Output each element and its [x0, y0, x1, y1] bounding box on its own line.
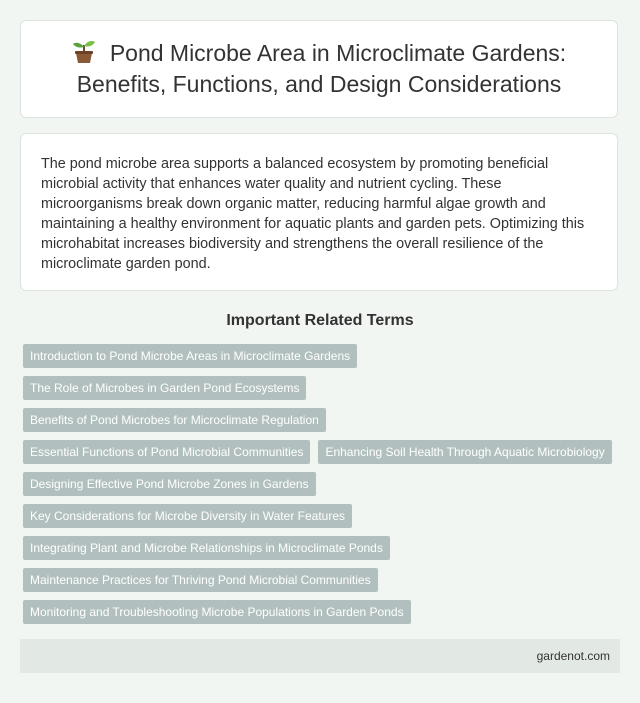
tag-row: [23, 376, 623, 400]
sprout-icon: [72, 38, 96, 64]
related-terms-heading: Important Related Terms: [226, 312, 414, 329]
related-term-tag[interactable]: Enhancing Soil Health Through Aquatic Microbiology: [318, 440, 611, 464]
related-term-tag[interactable]: The Role of Microbes in Garden Pond Ecosystems: [23, 376, 306, 400]
tag-row: [23, 344, 623, 368]
tag-row: [23, 408, 623, 432]
tag-row: [23, 504, 623, 528]
description-card: [20, 133, 618, 291]
related-term-tag[interactable]: Integrating Plant and Microbe Relationships in Microclimate Ponds: [23, 536, 390, 560]
page-title-text: Pond Microbe Area in Microclimate Gardens: Benefits, Functions, and Design Considerations: [76, 40, 567, 97]
footer-site-link[interactable]: gardenot.com: [536, 649, 610, 663]
related-term-tag[interactable]: Maintenance Practices for Thriving Pond Microbial Communities: [23, 568, 378, 592]
related-term-tag[interactable]: Key Considerations for Microbe Diversity in Water Features: [23, 504, 352, 528]
page-title: [21, 38, 617, 100]
description-text: The pond microbe area supports a balanced ecosystem by promoting beneficial microbial activity that enhances water quality and nutrient cycling. These microorganisms break down organic matter, reducing harmful algae growth and maintaining a healthy environment for aquatic plants and garden pets. Optimizing this microhabitat increases biodiversity and strengthens the overall resilience of the microclimate garden pond.: [41, 156, 585, 272]
tag-row: [23, 440, 623, 464]
related-term-tag[interactable]: Monitoring and Troubleshooting Microbe Populations in Garden Ponds: [23, 600, 411, 624]
related-terms-list: [23, 344, 623, 632]
tag-row: [23, 568, 623, 592]
related-term-tag[interactable]: Designing Effective Pond Microbe Zones in Gardens: [23, 472, 316, 496]
related-term-tag[interactable]: Introduction to Pond Microbe Areas in Microclimate Gardens: [23, 344, 357, 368]
title-card: [20, 20, 618, 118]
related-term-tag[interactable]: Benefits of Pond Microbes for Microclimate Regulation: [23, 408, 326, 432]
tag-row: [23, 600, 623, 624]
tag-row: [23, 472, 623, 496]
tag-row: [23, 536, 623, 560]
footer: [20, 639, 620, 673]
related-term-tag[interactable]: Essential Functions of Pond Microbial Communities: [23, 440, 310, 464]
